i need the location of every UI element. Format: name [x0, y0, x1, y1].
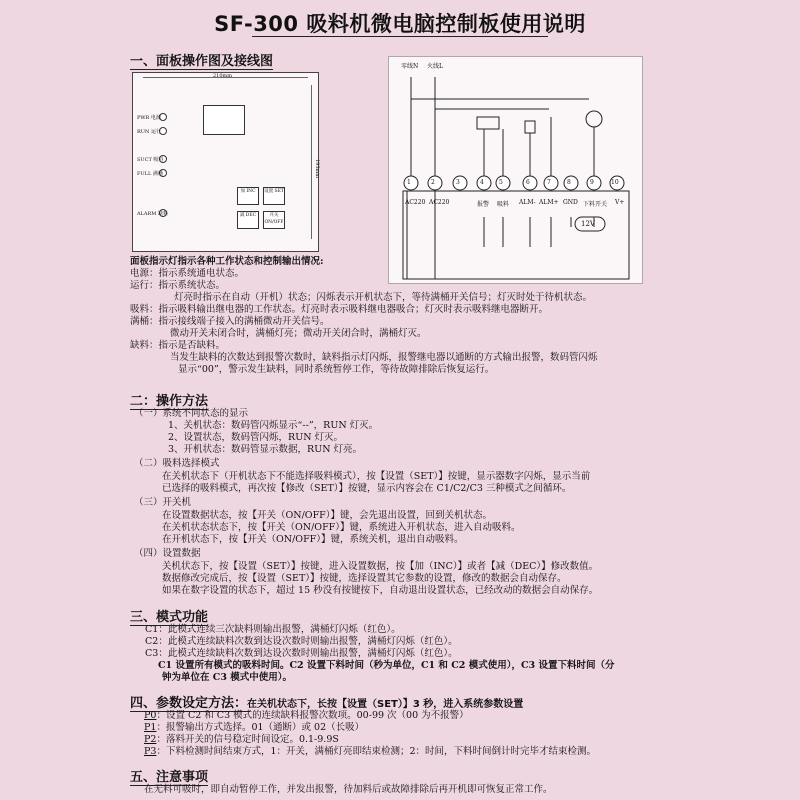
ops-line: 在开机状态下，按【开关（ON/OFF）】键，系统关机，退出自动吸料。: [162, 534, 464, 545]
set-key[interactable]: 设置 SET: [263, 187, 285, 205]
wiring-diagram: [388, 56, 643, 284]
mode-note: 钟为单位在 C3 模式中使用）。: [162, 672, 293, 683]
indicator-line: 当发生缺料的次数达到报警次数时，缺料指示灯闪烁，报警继电器以通断的方式输出报警，数码管闪烁: [170, 352, 598, 363]
section-2-heading: 二：操作方法: [130, 394, 209, 409]
terminal-10: 10: [611, 179, 619, 186]
param-p2: P2：落料开关的信号稳定时间设定。0.1-9.9S: [144, 734, 339, 745]
neutral-label: 零线N: [401, 63, 419, 70]
ops-subheading: （三）开关机: [134, 497, 192, 508]
pwr-led-label: PWR 电源: [137, 115, 161, 121]
ops-line: 在设置数据状态，按【开关（ON/OFF）】键，会先退出设置，回到关机状态。: [162, 510, 493, 521]
terminal-4: 4: [480, 179, 484, 186]
terminal-8: 8: [567, 179, 571, 186]
feed-switch-label: 下料开关: [583, 201, 608, 208]
ops-line: 2、设置状态，数码管闪烁，RUN 灯灭。: [168, 432, 344, 443]
mode-line: C3：此模式连续缺料次数到达设次数时则输出报警，满桶灯闪烁（红色）。: [145, 648, 458, 659]
run-led-label: RUN 运行: [137, 129, 161, 135]
gnd-label: GND: [563, 199, 578, 206]
alm-plus-label: ALM+: [539, 199, 559, 206]
ops-line: 3、开机状态：数码管显示数据，RUN 灯亮。: [168, 444, 363, 455]
suct-led-label: SUCT 吸料: [137, 157, 164, 163]
ops-line: 数据修改完成后，按【设置（SET）】按键，选择设置其它参数的设置，修改的数据会自动保存。: [162, 573, 567, 584]
terminal-5: 5: [499, 179, 503, 186]
ops-subheading: （四）设置数据: [134, 548, 201, 559]
live-label: 火线L: [427, 63, 443, 70]
indicator-line: 满桶：指示接线端子接入的满桶微动开关信号。: [130, 316, 330, 327]
ops-subheading: （一）系统不同状态的显示: [134, 408, 249, 419]
height-dimension-line: [311, 85, 312, 239]
ops-subheading: （二）吸料选择模式: [134, 458, 220, 469]
terminal-2: 2: [431, 179, 435, 186]
full-led-label: FULL 满桶: [137, 171, 163, 177]
param-code: P2: [144, 734, 157, 745]
title-underline: [252, 36, 548, 37]
indicator-line: 运行：指示系统状态。: [130, 280, 226, 291]
terminal-7: 7: [547, 179, 551, 186]
mode-line: C2：此模式连续缺料次数到达设次数时则输出报警，满桶灯闪烁（红色）。: [145, 636, 458, 647]
supply-12v-label: 12V: [581, 220, 595, 228]
terminal-1: 1: [407, 179, 411, 186]
height-dimension-label: 193mm: [314, 159, 320, 179]
indicator-heading: 面板指示灯指示各种工作状态和控制输出情况:: [130, 256, 324, 267]
param-p3: P3：下料检测时间结束方式，1：开关，满桶灯亮即结束检测；2：时间，下料时间倒计时完毕才结束检测。: [144, 746, 597, 757]
section-4-heading: 四、参数设定方法：在关机状态下，长按【设置（SET）】3 秒，进入系统参数设置: [130, 696, 524, 711]
param-code: P1: [144, 722, 157, 733]
alarm-terminal-label: 报警: [477, 201, 490, 208]
indicator-line: 吸料：指示吸料输出继电器的工作状态。灯亮时表示吸料继电器吸合；灯灭时表示吸料继电器断开。: [130, 304, 549, 315]
indicator-line: 缺料：指示是否缺料。: [130, 340, 226, 351]
indicator-line: 灯亮时指示在自动（开机）状态；闪烁表示开机状态下，等待满桶开关信号；灯灭时处于待机状态。: [174, 292, 593, 303]
notes-text: 在无料可吸时，即自动暂停工作，并发出报警，待加料后或故障排除后再开机即可恢复正常工作。: [144, 784, 553, 795]
param-p0: P0：设置 C2 和 C3 模式的连续缺料报警次数项。00-99 次（00 为不报警）: [144, 710, 469, 721]
param-code: P0: [144, 710, 157, 721]
terminal-9: 9: [590, 179, 594, 186]
suction-terminal-label: 吸料: [497, 201, 510, 208]
ops-line: 在关机状态下（开机状态下不能选择吸料模式），按【设置（SET）】按键，显示器数字闪烁，显示当前: [162, 471, 591, 482]
section-1-heading: 一、面板操作图及接线图: [130, 54, 274, 69]
dec-key[interactable]: 减 DEC: [237, 211, 259, 229]
indicator-line: 微动开关未闭合时，满桶灯亮；微动开关闭合时，满桶灯灭。: [170, 328, 427, 339]
terminal-3: 3: [456, 179, 460, 186]
page-title: SF-300 吸料机微电脑控制板使用说明: [214, 12, 586, 36]
alarm-led-label: ALARM 缺料: [137, 211, 169, 217]
ops-line: 在关机状态状态下，按【开关（ON/OFF）】键，系统进入开机状态，进入自动吸料。: [162, 522, 521, 533]
front-panel-diagram: [132, 72, 319, 252]
terminal-6: 6: [526, 179, 530, 186]
vplus-label: V+: [615, 199, 625, 206]
wiring-schematic: [389, 57, 642, 283]
section-3-heading: 三、模式功能: [130, 610, 209, 625]
digital-display: [203, 105, 245, 135]
section-5-heading: 五、注意事项: [130, 770, 209, 785]
ops-line: 如果在数字设置的状态下，超过 15 秒没有按键按下，自动退出设置状态，已经改动的数据会自动保存。: [162, 585, 599, 596]
on-off-key[interactable]: 开关 ON/OFF: [263, 211, 285, 229]
indicator-line: 显示“00”，警示发生缺料，同时系统暂停工作，等待故障排除后恢复运行。: [178, 364, 495, 375]
ops-line: 已选择的吸料模式，再次按【修改（SET）】按键，显示内容会在 C1/C2/C3 三种模式之间循环。: [162, 483, 572, 494]
width-dimension-label: 210mm: [213, 73, 233, 79]
param-p1: P1：报警输出方式选择。01（通断）或 02（长吸）: [144, 722, 365, 733]
ac220-label-2: AC220: [429, 199, 450, 206]
indicator-line: 电源：指示系统通电状态。: [130, 268, 245, 279]
mode-note: C1 设置所有模式的吸料时间。C2 设置下料时间（秒为单位，C1 和 C2 模式使用），C3 设置下料时间（分: [158, 660, 615, 671]
inc-key[interactable]: 加 INC: [237, 187, 259, 205]
ops-line: 1、关机状态：数码管闪烁显示“--”，RUN 灯灭。: [168, 420, 379, 431]
ac220-label-1: AC220: [405, 199, 426, 206]
ops-line: 关机状态下，按【设置（SET）】按键，进入设置数据，按【加（INC）】或者【减（DEC）】修改数值。: [162, 561, 599, 572]
alm-minus-label: ALM-: [519, 199, 536, 206]
param-code: P3: [144, 746, 157, 757]
mode-line: C1：此模式连续三次缺料则输出报警，满桶灯闪烁（红色）。: [145, 624, 401, 635]
